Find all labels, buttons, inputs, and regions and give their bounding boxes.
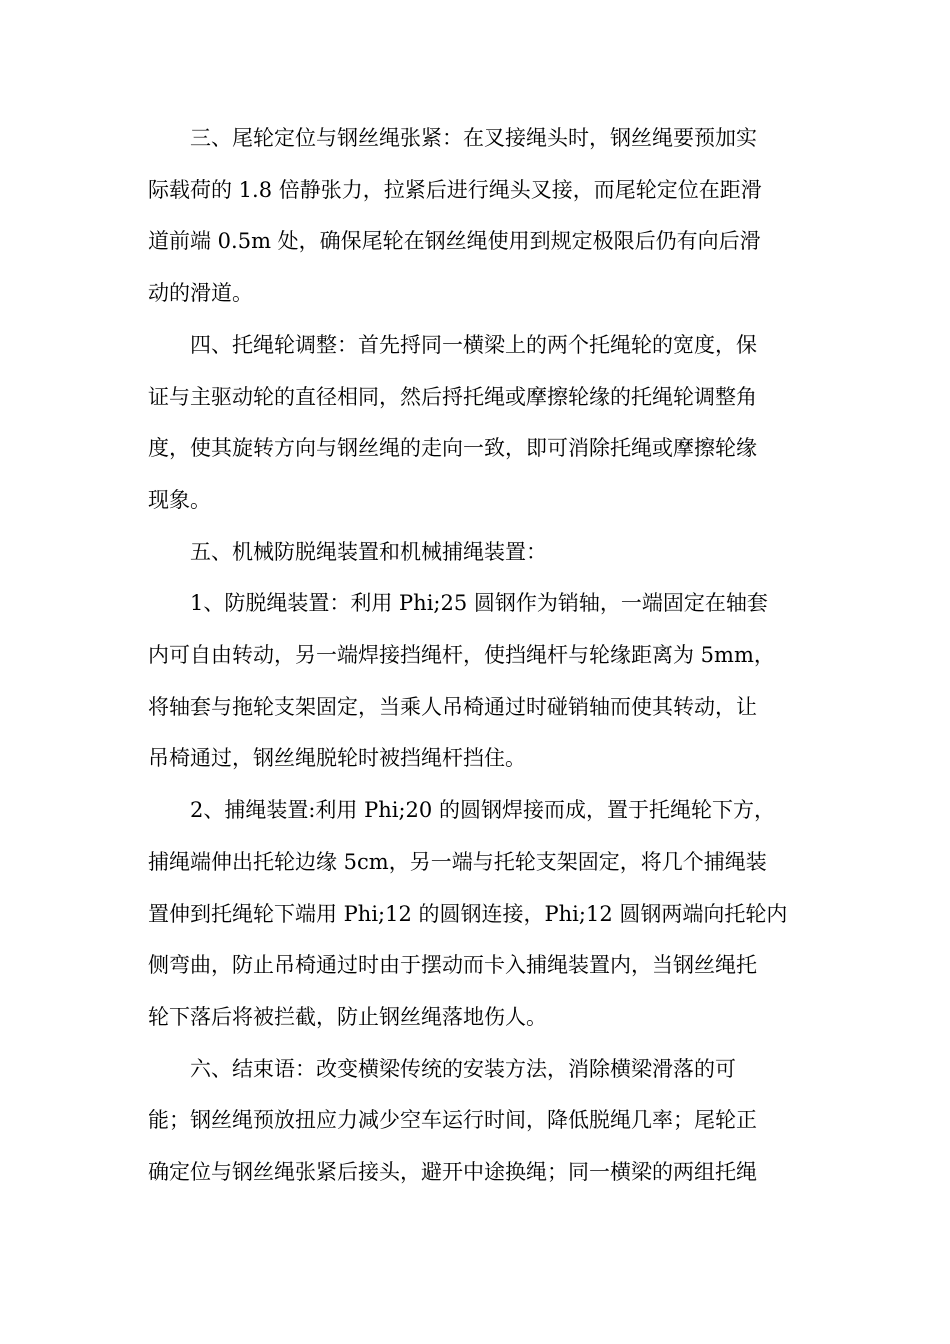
paragraph-idler-adjustment: 四、托绳轮调整：首先捋同一横梁上的两个托绳轮的宽度，保 证与主驱动轮的直径相同，然后捋托绳或摩擦轮缘的托绳轮调整角 度，使其旋转方向与钢丝绳的走向一致，即可消除托绳或摩擦轮缘 现象。 — [148, 332, 757, 512]
paragraph-tail-wheel-positioning: 三、尾轮定位与钢丝绳张紧：在叉接绳头时，钢丝绳要预加实 际载荷的 1.8 倍静张力，拉紧后进行绳头叉接，而尾轮定位在距滑 道前端 0.5m 处，确保尾轮在钢丝绳使用到规定极限后仍有向后滑 动的滑道。 — [148, 126, 762, 306]
paragraph-anti-derail-device: 1、防脱绳装置：利用 Phi;25 圆钢作为销轴，一端固定在轴套 内可自由转动，另一端焊接挡绳杆，使挡绳杆与轮缘距离为 5mm， 将轴套与拖轮支架固定，当乘人吊椅通过时碰销轴而使其转动，让 吊椅通过，钢丝绳脱轮时被挡绳杆挡住。 — [148, 591, 775, 771]
paragraph-section-five-heading: 五、机械防脱绳装置和机械捕绳装置： — [190, 539, 547, 564]
paragraph-rope-catcher-device: 2、捕绳装置:利用 Phi;20 的圆钢焊接而成，置于托绳轮下方， 捕绳端伸出托轮边缘 5cm，另一端与托轮支架固定，将几个捕绳装 置伸到托绳轮下端用 Phi;12 的圆钢连接，Phi;12 圆钢两端向托轮内 侧弯曲，防止吊椅通过时由于摆动而卡入捕绳装置内，当钢丝绳托 轮下落后将被拦截，防止钢丝绳落地伤人。 — [148, 798, 788, 1029]
paragraph-conclusion: 六、结束语：改变横梁传统的安装方法，消除横梁滑落的可 能；钢丝绳预放扭应力减少空车运行时间，降低脱绳几率；尾轮正 确定位与钢丝绳张紧后接头，避开中途换绳；同一横梁的两组托绳 — [148, 1056, 757, 1185]
document-body — [148, 113, 800, 1199]
